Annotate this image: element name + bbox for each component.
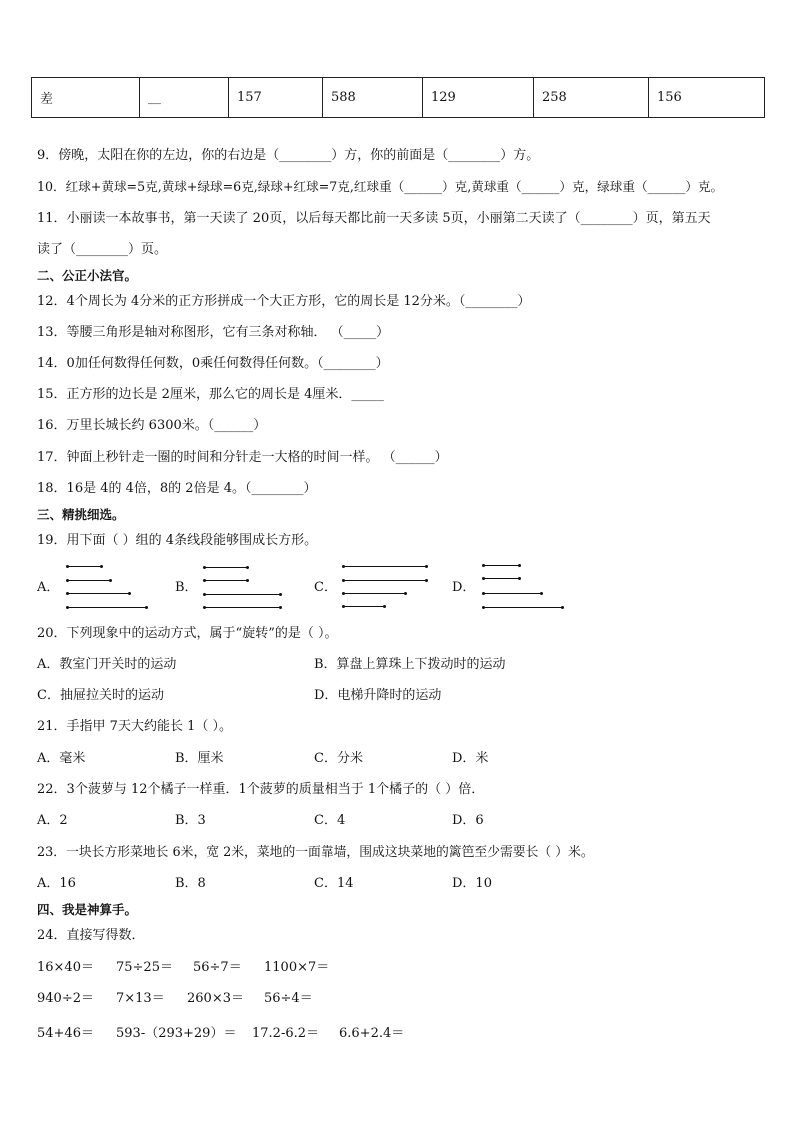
table-cell: 157 xyxy=(229,78,323,118)
table-cell: 156 xyxy=(649,78,765,118)
line-segment xyxy=(204,607,280,608)
segment-endpoint xyxy=(482,606,485,609)
line-segment xyxy=(204,594,280,595)
section-4-title: 四、我是神算手。 xyxy=(37,902,138,917)
q24-item: 260×3＝ xyxy=(187,991,244,1006)
line-segment xyxy=(343,606,384,607)
segment-endpoint xyxy=(518,577,521,580)
q24-item: 75÷25＝ xyxy=(116,960,173,975)
table-row xyxy=(32,78,765,118)
question-20-stem: 20．下列现象中的运动方式，属于“旋转”的是（ ）。 xyxy=(37,626,338,641)
q24-item: 940÷2＝ xyxy=(37,991,94,1006)
q20-option-c: C．抽屉拉关时的运动 xyxy=(37,688,164,703)
q24-item: 1100×7＝ xyxy=(264,960,330,975)
line-segment xyxy=(204,567,247,568)
q21-option-d: D．米 xyxy=(452,751,489,766)
question-22-stem: 22．3个菠萝与 12个橘子一样重．1个菠萝的质量相当于 1个橘子的（ ）倍． xyxy=(37,782,485,797)
line-segment xyxy=(204,580,247,581)
question-12: 12．4个周长为 4分米的正方形拼成一个大正方形，它的周长是 12分米。（________） xyxy=(37,294,531,309)
line-segment xyxy=(67,580,110,581)
segment-endpoint xyxy=(203,606,206,609)
question-13: 13．等腰三角形是轴对称图形，它有三条对称轴． （_____） xyxy=(37,325,390,340)
line-segment xyxy=(343,580,426,581)
segment-endpoint xyxy=(66,592,69,595)
q20-option-a: A．教室门开关时的运动 xyxy=(37,657,177,672)
segment-endpoint xyxy=(203,593,206,596)
q23-option-c: C．14 xyxy=(314,876,354,891)
q19-option-d-label: D． xyxy=(452,580,476,595)
section-3-title: 三、精挑细选。 xyxy=(37,507,125,522)
segment-endpoint xyxy=(109,579,112,582)
q19-option-b-label: B． xyxy=(175,580,198,595)
segment-endpoint xyxy=(66,565,69,568)
segment-endpoint xyxy=(482,592,485,595)
segment-endpoint xyxy=(482,564,485,567)
line-segment xyxy=(483,565,519,566)
question-14: 14．0加任何数得任何数，0乘任何数得任何数。（________） xyxy=(37,356,389,371)
segment-endpoint xyxy=(561,606,564,609)
q19-option-c-label: C． xyxy=(314,580,337,595)
q23-option-a: A．16 xyxy=(37,876,76,891)
segment-endpoint xyxy=(66,579,69,582)
q22-option-c: C．4 xyxy=(314,813,346,828)
table-cell: 588 xyxy=(323,78,423,118)
question-24-stem: 24．直接写得数． xyxy=(37,928,145,943)
q24-item: 56÷4＝ xyxy=(264,991,313,1006)
table-cell: 129 xyxy=(423,78,534,118)
segment-endpoint xyxy=(342,565,345,568)
line-segment xyxy=(67,566,101,567)
segment-endpoint xyxy=(203,566,206,569)
q21-option-a: A．毫米 xyxy=(37,751,86,766)
q21-option-b: B．厘米 xyxy=(175,751,224,766)
segment-endpoint xyxy=(128,592,131,595)
q19-option-a-label: A． xyxy=(37,580,60,595)
segment-endpoint xyxy=(279,606,282,609)
table-cell: 差 xyxy=(32,78,140,118)
segment-endpoint xyxy=(203,579,206,582)
q22-option-b: B．3 xyxy=(175,813,206,828)
table-cell: 258 xyxy=(534,78,649,118)
line-segment xyxy=(483,607,562,608)
q24-item: 16×40＝ xyxy=(37,960,94,975)
question-18: 18．16是 4的 4倍，8的 2倍是 4。（________） xyxy=(37,481,317,496)
segment-endpoint xyxy=(425,579,428,582)
question-11-line2: 读了（________）页。 xyxy=(37,242,168,257)
segment-endpoint xyxy=(404,592,407,595)
q20-option-d: D．电梯升降时的运动 xyxy=(314,688,442,703)
line-segment xyxy=(67,607,146,608)
difference-table xyxy=(31,77,765,118)
segment-endpoint xyxy=(145,606,148,609)
question-10: 10．红球+黄球=5克,黄球+绿球=6克,绿球+红球=7克,红球重（______）克,黄球重（______）克，绿球重（______）克。 xyxy=(37,179,724,194)
segment-endpoint xyxy=(482,577,485,580)
line-segment xyxy=(343,566,426,567)
question-23-stem: 23．一块长方形菜地长 6米，宽 2米，菜地的一面靠墙，围成这块菜地的篱笆至少需要长（ ）米。 xyxy=(37,845,594,860)
segment-endpoint xyxy=(100,565,103,568)
question-15: 15．正方形的边长是 2厘米，那么它的周长是 4厘米．_____ xyxy=(37,387,384,402)
q24-item: 593-（293+29）＝ xyxy=(116,1026,237,1041)
q24-item: 6.6+2.4＝ xyxy=(339,1026,405,1041)
q20-option-b: B．算盘上算珠上下拨动时的运动 xyxy=(314,657,506,672)
question-21-stem: 21．手指甲 7天大约能长 1（ ）。 xyxy=(37,719,232,734)
q23-option-b: B．8 xyxy=(175,876,206,891)
line-segment xyxy=(483,578,519,579)
q22-option-d: D．6 xyxy=(452,813,484,828)
q21-option-c: C．分米 xyxy=(314,751,363,766)
segment-endpoint xyxy=(425,565,428,568)
table-cell: __ xyxy=(140,78,229,118)
segment-endpoint xyxy=(540,592,543,595)
segment-endpoint xyxy=(246,579,249,582)
segment-endpoint xyxy=(246,566,249,569)
section-2-title: 二、公正小法官。 xyxy=(37,268,138,283)
q24-item: 54+46＝ xyxy=(37,1026,94,1041)
question-16: 16．万里长城长约 6300米。（______） xyxy=(37,418,267,433)
line-segment xyxy=(67,593,129,594)
question-11-line1: 11．小丽读一本故事书，第一天读了 20页，以后每天都比前一天多读 5页，小丽第二天读了（________）页，第五天 xyxy=(37,211,711,226)
question-19-stem: 19．用下面（ ）组的 4条线段能够围成长方形。 xyxy=(37,533,318,548)
question-17: 17．钟面上秒针走一圈的时间和分针走一大格的时间一样。 （______） xyxy=(37,450,448,465)
segment-endpoint xyxy=(342,592,345,595)
question-9: 9．傍晚，太阳在你的左边，你的右边是（________）方，你的前面是（________）方。 xyxy=(37,148,540,163)
line-segment xyxy=(483,593,541,594)
q23-option-d: D．10 xyxy=(452,876,492,891)
q24-item: 56÷7＝ xyxy=(193,960,242,975)
q24-item: 17.2-6.2＝ xyxy=(252,1026,320,1041)
segment-endpoint xyxy=(66,606,69,609)
q22-option-a: A．2 xyxy=(37,813,68,828)
segment-endpoint xyxy=(279,593,282,596)
segment-endpoint xyxy=(383,605,386,608)
segment-endpoint xyxy=(518,564,521,567)
segment-endpoint xyxy=(342,579,345,582)
segment-endpoint xyxy=(342,605,345,608)
q24-item: 7×13＝ xyxy=(116,991,165,1006)
line-segment xyxy=(343,593,405,594)
